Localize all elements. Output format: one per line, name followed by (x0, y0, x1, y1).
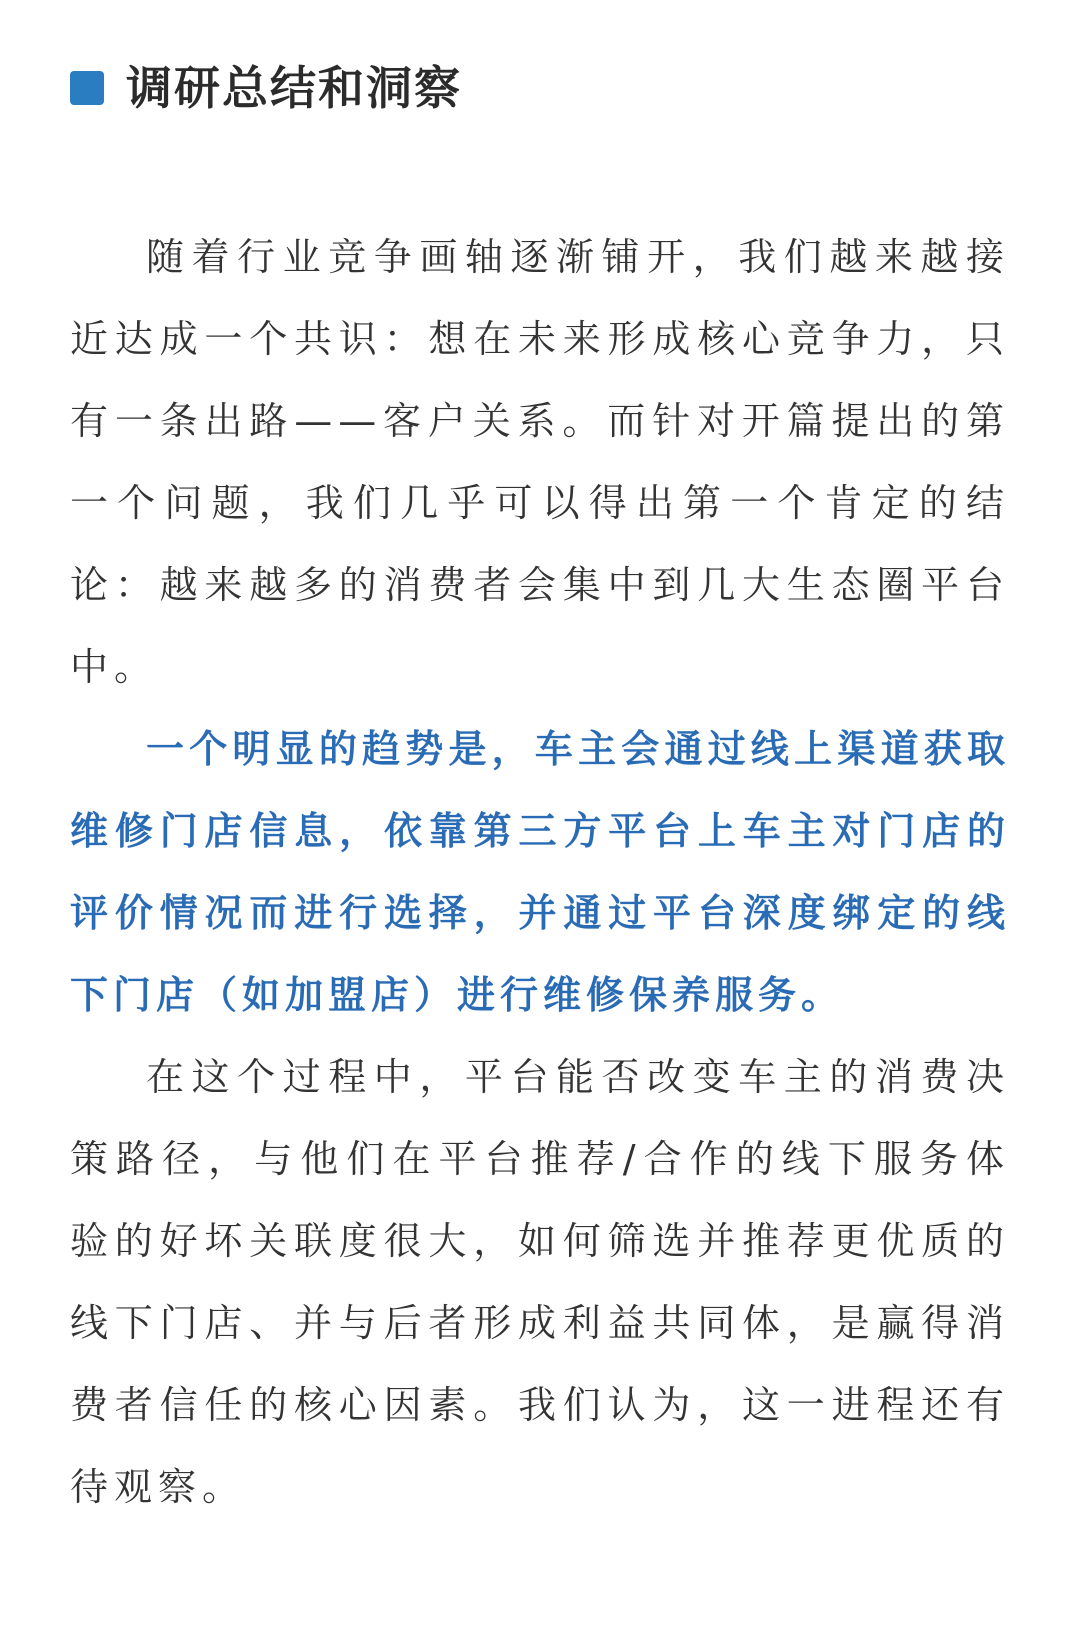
article-body (70, 216, 1010, 1528)
section-title: 调研总结和洞察 (126, 61, 462, 115)
paragraph-conclusion: 在这个过程中，平台能否改变车主的消费决策路径，与他们在平台推荐/合作的线下服务体验的好坏关联度很大，如何筛选并推荐更优质的线下门店、并与后者形成利益共同体，是赢得消费者信任的核心因素。我们认为，这一进程还有待观察。 (70, 1055, 1010, 1509)
paragraph-highlight: 一个明显的趋势是，车主会通过线上渠道获取维修门店信息，依靠第三方平台上车主对门店的评价情况而进行选择，并通过平台深度绑定的线下门店（如加盟店）进行维修保养服务。 (70, 727, 1010, 1017)
square-bullet-icon (70, 71, 104, 105)
paragraph-intro: 随着行业竞争画轴逐渐铺开，我们越来越接近达成一个共识：想在未来形成核心竞争力，只有一条出路——客户关系。而针对开篇提出的第一个问题，我们几乎可以得出第一个肯定的结论：越来越多的消费者会集中到几大生态圈平台中。 (70, 235, 1010, 689)
section-heading (70, 56, 462, 120)
